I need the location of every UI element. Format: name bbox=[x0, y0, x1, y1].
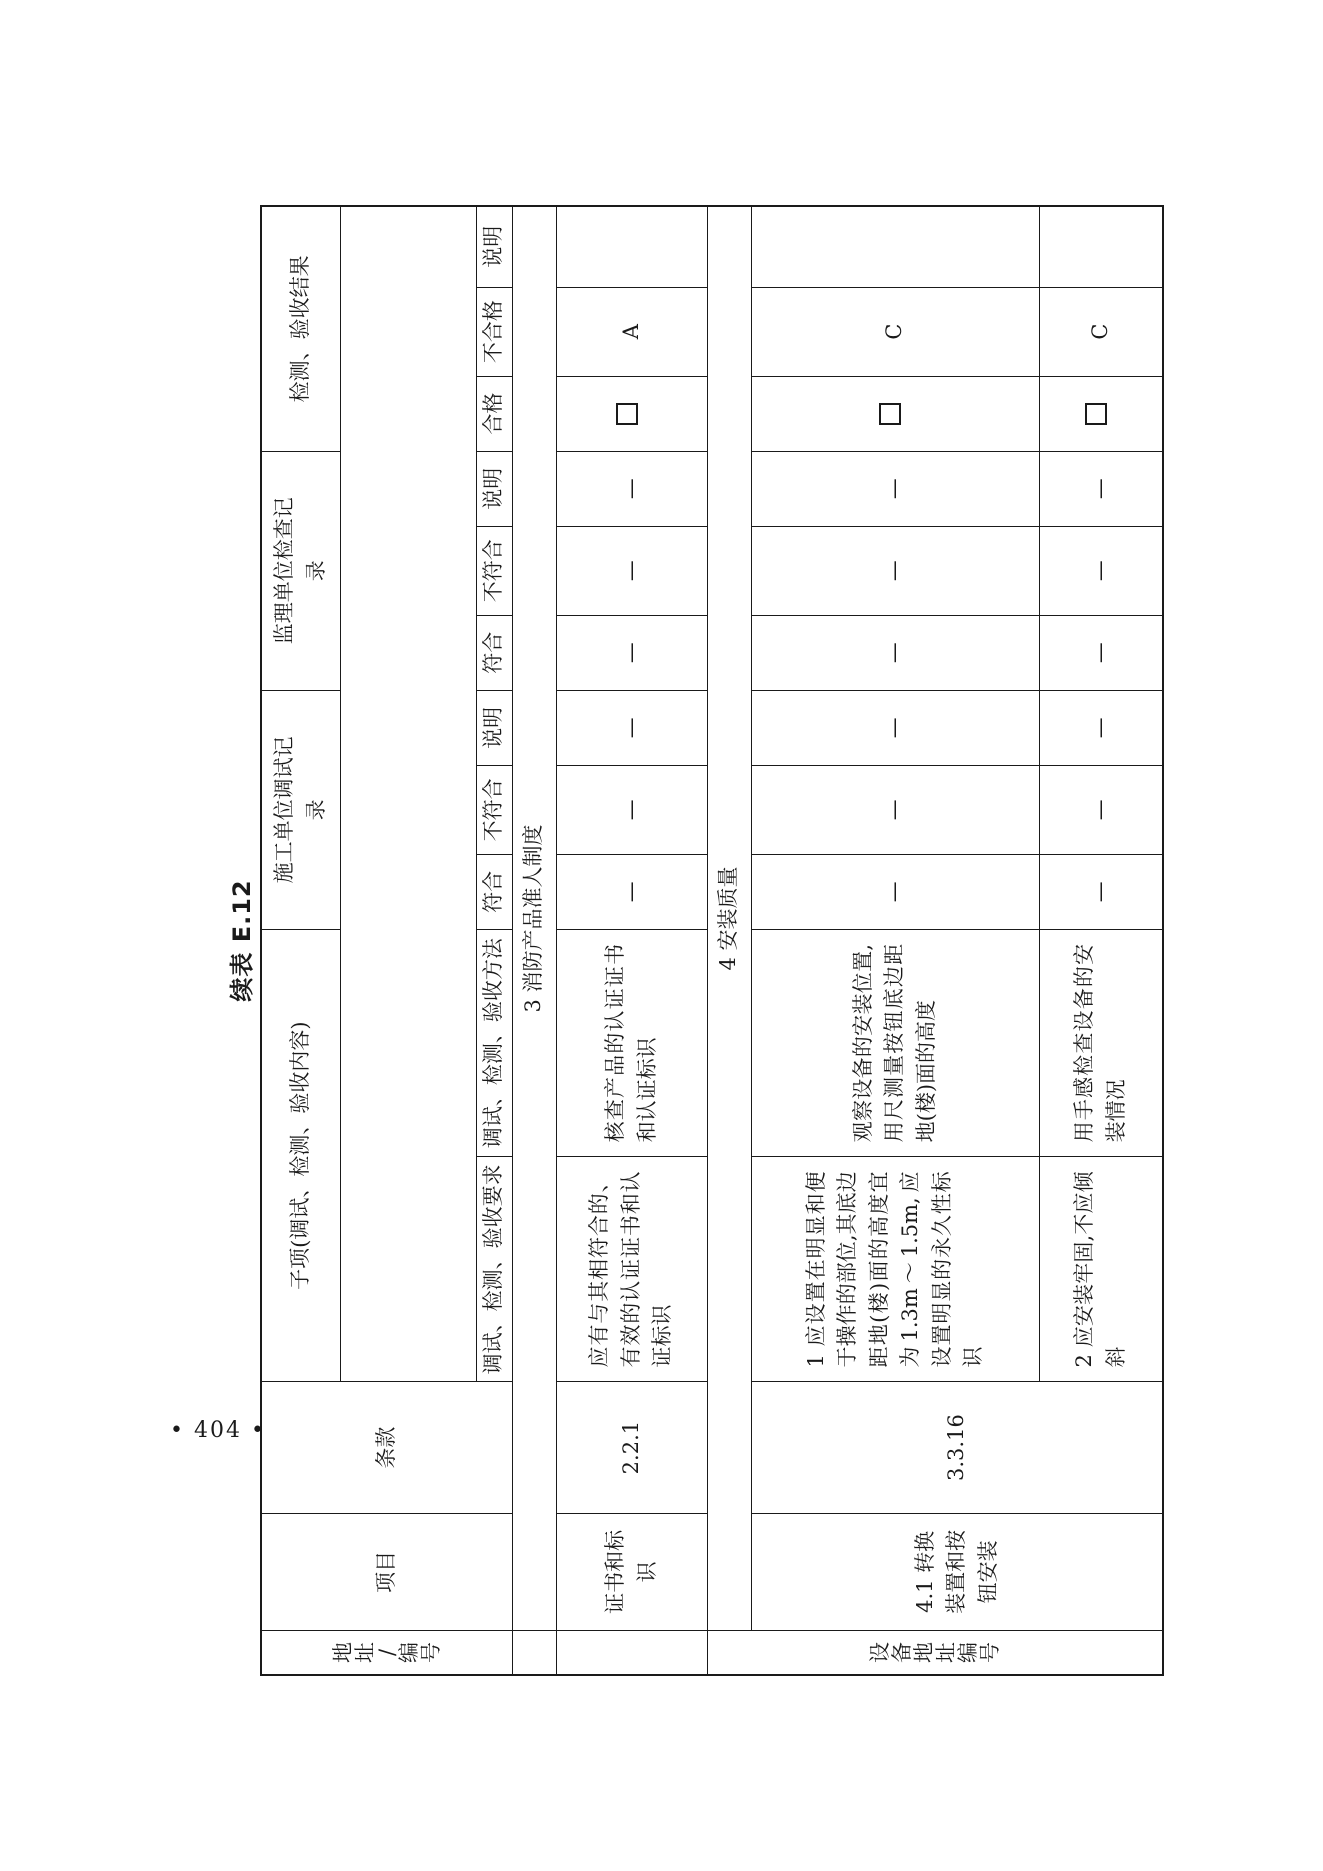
result-unqualified-header: 不合格 bbox=[476, 287, 512, 376]
row1-construction-conform: — bbox=[556, 854, 707, 929]
address-header-char: 号 bbox=[418, 1641, 443, 1663]
row3-requirement: 2 应安装牢固,不应倾斜 bbox=[1039, 1157, 1163, 1382]
address-header-char: 编 bbox=[396, 1641, 421, 1663]
address-header bbox=[261, 1630, 512, 1675]
row3-result-remark bbox=[1039, 206, 1163, 287]
row3-construction-nonconform: — bbox=[1039, 765, 1163, 854]
row1-method: 核查产品的认证证书和认证标识 bbox=[556, 929, 707, 1156]
device-address-char: 设 bbox=[867, 1641, 892, 1663]
table-title: 续表 E.12 bbox=[228, 879, 256, 1002]
supervision-remark-header: 说明 bbox=[476, 451, 512, 526]
row3-construction-conform: — bbox=[1039, 854, 1163, 929]
row1-supervision-nonconform: — bbox=[556, 526, 707, 615]
row2-supervision-conform: — bbox=[751, 615, 1039, 690]
row2-item: 4.1 转换装置和按钮安装 bbox=[751, 1513, 1163, 1630]
row2-construction-nonconform: — bbox=[751, 765, 1039, 854]
rotated-page bbox=[222, 205, 1128, 1676]
section-title-3: 3 消防产品准人制度 bbox=[512, 206, 556, 1630]
device-address-char: 地 bbox=[911, 1641, 936, 1663]
row2-method: 观察设备的安装位置,用尺测量按钮底边距地(楼)面的高度 bbox=[751, 929, 1039, 1156]
row2-supervision-nonconform: — bbox=[751, 526, 1039, 615]
address-header-char: 址 bbox=[352, 1641, 377, 1663]
device-address-char: 号 bbox=[977, 1641, 1002, 1663]
row1-qualified[interactable] bbox=[556, 376, 707, 451]
address-header-char: / bbox=[374, 1648, 399, 1657]
clause-header: 条款 bbox=[261, 1382, 512, 1513]
row3-construction-remark: — bbox=[1039, 690, 1163, 765]
device-address-char: 备 bbox=[889, 1641, 914, 1663]
construction-remark-header: 说明 bbox=[476, 690, 512, 765]
row1-result-remark bbox=[556, 206, 707, 287]
item-header: 项目 bbox=[261, 1513, 512, 1630]
row1-address bbox=[556, 1630, 707, 1675]
qualified-checkbox[interactable] bbox=[616, 403, 638, 425]
row1-construction-nonconform: — bbox=[556, 765, 707, 854]
supervision-header: 监理单位检查记录 bbox=[261, 451, 340, 690]
inspection-table bbox=[260, 205, 1164, 1676]
device-address-char: 址 bbox=[933, 1641, 958, 1663]
qualified-checkbox[interactable] bbox=[1085, 403, 1107, 425]
row2-supervision-remark: — bbox=[751, 451, 1039, 526]
supervision-nonconform-header: 不符合 bbox=[476, 526, 512, 615]
row1-supervision-conform: — bbox=[556, 615, 707, 690]
row1-grade: A bbox=[556, 287, 707, 376]
subitem-header: 子项(调试、检测、验收内容) bbox=[261, 929, 340, 1382]
row3-method: 用手感检查设备的安装情况 bbox=[1039, 929, 1163, 1156]
row2-qualified[interactable] bbox=[751, 376, 1039, 451]
device-address-cell bbox=[707, 1630, 1163, 1675]
row1-clause: 2.2.1 bbox=[556, 1382, 707, 1513]
requirement-header: 调试、检测、验收要求 bbox=[476, 1157, 512, 1382]
qualified-checkbox[interactable] bbox=[879, 403, 901, 425]
row3-grade: C bbox=[1039, 287, 1163, 376]
result-remark-header: 说明 bbox=[476, 206, 512, 287]
row2-clause: 3.3.16 bbox=[751, 1382, 1163, 1513]
device-address-char: 编 bbox=[955, 1641, 980, 1663]
result-qualified-header: 合格 bbox=[476, 376, 512, 451]
row2-result-remark bbox=[751, 206, 1039, 287]
construction-header: 施工单位调试记录 bbox=[261, 690, 340, 929]
result-header: 检测、验收结果 bbox=[261, 206, 340, 451]
row2-requirement: 1 应设置在明显和便于操作的部位,其底边距地(楼)面的高度宜为1.3m～1.5m,应设置明显的永久性标识 bbox=[751, 1157, 1039, 1382]
row3-supervision-nonconform: — bbox=[1039, 526, 1163, 615]
row2-construction-conform: — bbox=[751, 854, 1039, 929]
section-address-cell bbox=[512, 1630, 556, 1675]
row1-requirement: 应有与其相符合的、有效的认证证书和认证标识 bbox=[556, 1157, 707, 1382]
row2-grade: C bbox=[751, 287, 1039, 376]
supervision-conform-header: 符合 bbox=[476, 615, 512, 690]
row1-supervision-remark: — bbox=[556, 451, 707, 526]
row3-supervision-conform: — bbox=[1039, 615, 1163, 690]
address-header-char: 地 bbox=[330, 1641, 355, 1663]
row3-supervision-remark: — bbox=[1039, 451, 1163, 526]
construction-nonconform-header: 不符合 bbox=[476, 765, 512, 854]
row2-construction-remark: — bbox=[751, 690, 1039, 765]
page-number: • 404 • bbox=[170, 1418, 266, 1443]
row1-item: 证书和标识 bbox=[556, 1513, 707, 1630]
row1-construction-remark: — bbox=[556, 690, 707, 765]
method-header: 调试、检测、验收方法 bbox=[476, 929, 512, 1156]
construction-conform-header: 符合 bbox=[476, 854, 512, 929]
row3-qualified[interactable] bbox=[1039, 376, 1163, 451]
section-title-4: 4 安装质量 bbox=[707, 206, 751, 1630]
